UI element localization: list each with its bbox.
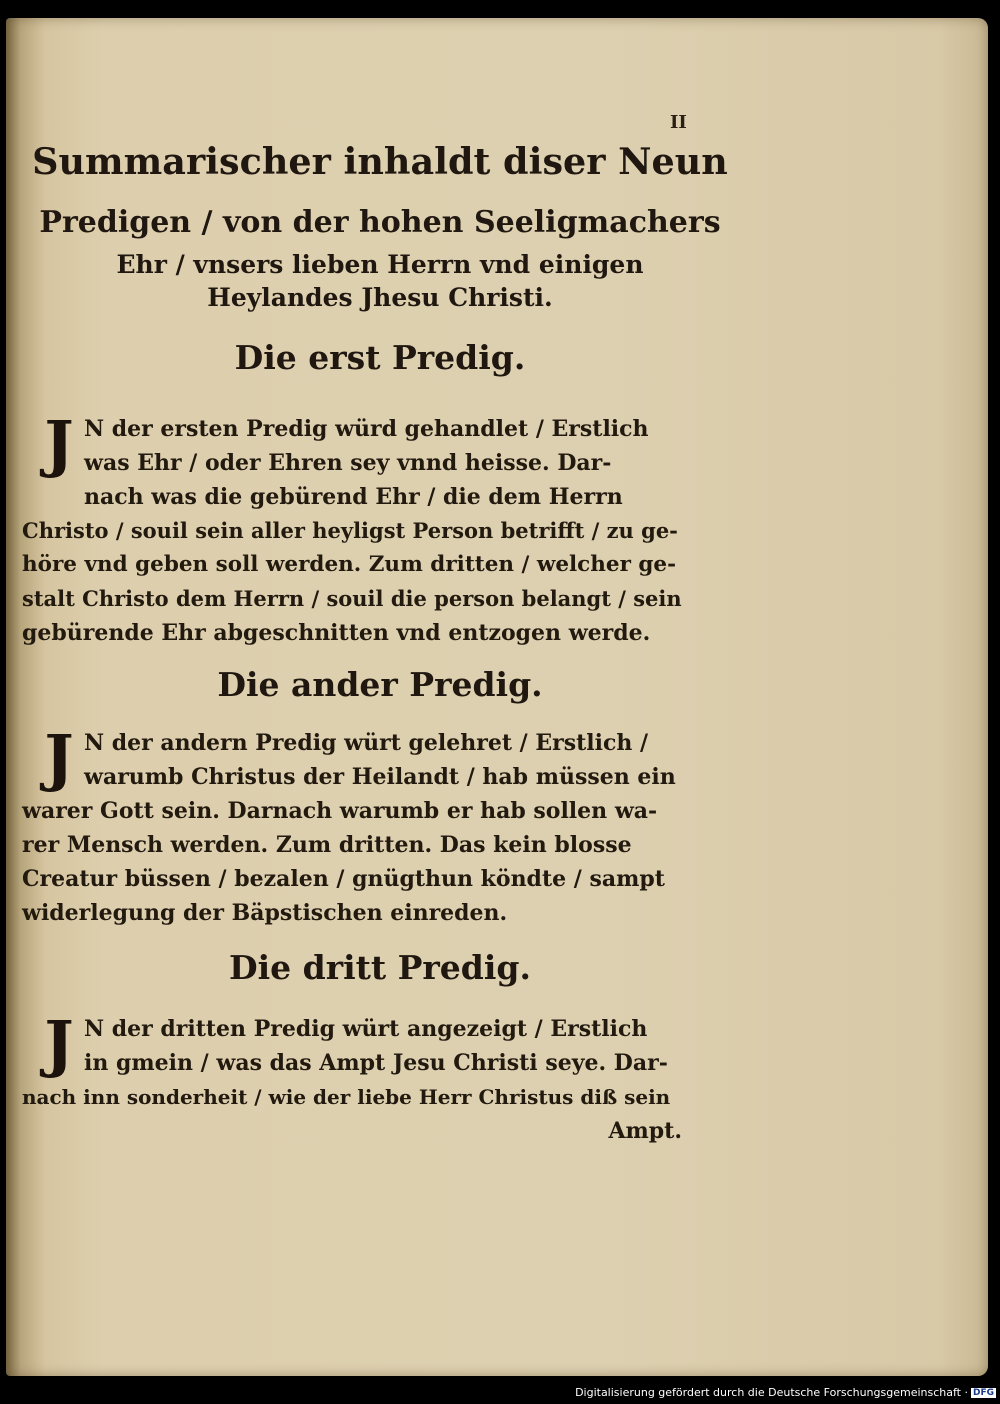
section-paragraph-3 [22,1007,682,1148]
text-line: rer Mensch werden. Zum dritten. Das kein blosse [22,832,632,858]
section-heading-3: Die dritt Predig. [229,948,531,987]
text-line: N der ersten Predig würd gehandlet / Erstlich [84,416,649,442]
digitization-credit [0,1386,996,1399]
text-line: warumb Christus der Heilandt / hab müssen ein [84,764,676,790]
title-line-3: Ehr / vnsers lieben Herrn vnd einigen [116,250,644,279]
text-line: Christo / souil sein aller heyligst Person betrifft / zu ge- [22,518,678,543]
decorated-initial-1: J [44,407,74,480]
dfg-logo: DFG [972,1388,994,1398]
text-line: N der andern Predig würt gelehret / Erstlich / [84,730,649,756]
text-line: in gmein / was das Ampt Jesu Christi seye. Dar- [84,1050,668,1076]
text-line: nach was die gebürend Ehr / die dem Herrn [84,484,623,510]
text-line: warer Gott sein. Darnach warumb er hab sollen wa- [22,798,658,824]
text-line: widerlegung der Bäpstischen einreden. [22,900,508,926]
text-line: nach inn sonderheit / wie der liebe Herr Christus diß sein [22,1085,671,1109]
credit-text: Digitalisierung gefördert durch die Deutsche Forschungsgemeinschaft · [575,1386,968,1399]
text-line: Ampt. [608,1118,682,1144]
text-line: was Ehr / oder Ehren sey vnnd heisse. Dar- [84,450,612,476]
section-heading-1: Die erst Predig. [234,338,526,377]
title-line-1: Summarischer inhaldt diser Neun [32,140,728,183]
text-line: gebürende Ehr abgeschnitten vnd entzogen werde. [22,620,651,646]
text-line: stalt Christo dem Herrn / souil die person belangt / sein [22,586,682,611]
decorated-initial-3: J [44,1007,74,1080]
section-paragraph-2 [22,721,682,930]
section-heading-2: Die ander Predig. [217,665,543,704]
text-line: N der dritten Predig würt angezeigt / Erstlich [84,1016,648,1042]
text-line: Creatur büssen / bezalen / gnügthun köndte / sampt [22,866,665,892]
title-line-4: Heylandes Jhesu Christi. [207,283,553,312]
section-paragraph-1 [22,407,682,650]
decorated-initial-2: J [44,721,74,794]
title-line-2: Predigen / von der hohen Seeligmachers [39,205,721,240]
folio-number: II [670,112,687,133]
text-line: höre vnd geben soll werden. Zum dritten / welcher ge- [22,552,677,577]
